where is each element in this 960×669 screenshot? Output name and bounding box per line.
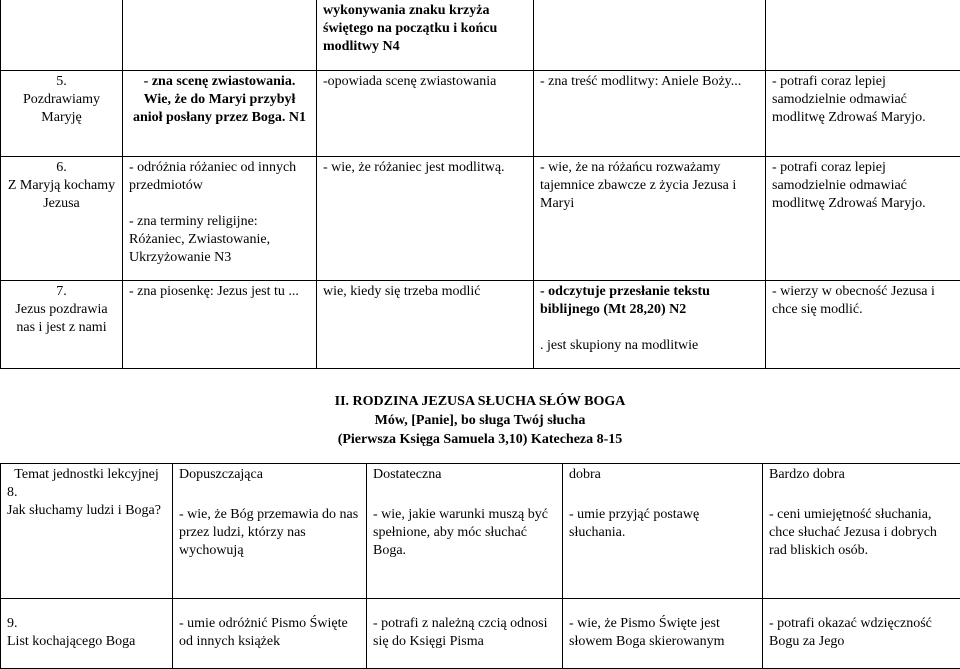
table-cell: - potrafi z należną czcią odnosi się do Księgi Pisma [367, 598, 563, 668]
table-cell: - umie odróżnić Pismo Święte od innych książek [173, 598, 367, 668]
table-cell: - umie przyjąć postawę słuchania. [563, 486, 763, 598]
column-header: Bardzo dobra [763, 464, 960, 487]
table-cell: - zna treść modlitwy: Aniele Boży... [534, 70, 766, 156]
table-cell: wie, kiedy się trzeba modlić [317, 280, 534, 368]
lesson-topic: 5. Pozdrawiamy Maryję [1, 70, 123, 156]
table-cell: - wierzy w obecność Jezusa i chce się modlić. [766, 280, 960, 368]
table-cell: - potrafi okazać wdzięczność Bogu za Jego [763, 598, 960, 668]
section-title: II. RODZINA JEZUSA SŁUCHA SŁÓW BOGA [0, 392, 960, 411]
column-header: Dopuszczająca [173, 464, 367, 487]
lesson-topic: 8. Jak słuchamy ludzi i Boga? [7, 484, 166, 520]
section-subtitle: Mów, [Panie], bo sługa Twój słucha [0, 411, 960, 430]
table-cell: -opowiada scenę zwiastowania [317, 70, 534, 156]
table-cell [317, 0, 534, 70]
table-cell: - wie, jakie warunki muszą być spełnione, aby móc słuchać Boga. [367, 486, 563, 598]
competency-table-2 [0, 463, 960, 669]
table-cell [1, 0, 123, 70]
table-cell: - ceni umiejętność słuchania, chce słuchać Jezusa i dobrych rad bliskich osób. [763, 486, 960, 598]
table-cell: - wie, że na różańcu rozważamy tajemnice zbawcze z życia Jezusa i Maryi [534, 156, 766, 280]
lesson-topic: 7. Jezus pozdrawia nas i jest z nami [1, 280, 123, 368]
cell-text: - zna terminy religijne: Różaniec, Zwiastowanie, Ukrzyżowanie N3 [129, 214, 270, 265]
table-cell [1, 464, 173, 599]
lesson-topic: 9. List kochającego Boga [1, 598, 173, 668]
table-cell: - potrafi coraz lepiej samodzielnie odmawiać modlitwę Zdrowaś Maryjo. [766, 70, 960, 156]
section-reference: (Pierwsza Księga Samuela 3,10) Katecheza 8-15 [0, 430, 960, 449]
table-header-row [1, 464, 960, 487]
table-cell: - wie, że Bóg przemawia do nas przez ludzi, którzy nas wychowują [173, 486, 367, 598]
table-row [1, 598, 960, 668]
cell-text: - odróżnia różaniec od innych przedmiotów [129, 160, 296, 193]
table-cell: - zna piosenkę: Jezus jest tu ... [123, 280, 317, 368]
table-cell [766, 0, 960, 70]
table-cell [534, 0, 766, 70]
table-row [1, 70, 960, 156]
lesson-topic: 6. Z Maryją kochamy Jezusa [1, 156, 123, 280]
table-cell: - wie, że różaniec jest modlitwą. [317, 156, 534, 280]
table-row [1, 0, 960, 70]
column-header-topic: Temat jednostki lekcyjnej [7, 466, 166, 484]
table-cell [534, 280, 766, 368]
table-cell [123, 0, 317, 70]
column-header: Dostateczna [367, 464, 563, 487]
column-header: dobra [563, 464, 763, 487]
section-heading [0, 392, 960, 449]
table-row [1, 280, 960, 368]
cell-text: - odczytuje przesłanie tekstu biblijnego (Mt 28,20) N2 [540, 284, 710, 317]
table-cell [123, 156, 317, 280]
cell-text: wykonywania znaku krzyża świętego na początku i końcu modlitwy N4 [323, 3, 497, 54]
table-cell: - zna scenę zwiastowania. Wie, że do Maryi przybył anioł posłany przez Boga. N1 [123, 70, 317, 156]
table-cell: - wie, że Pismo Święte jest słowem Boga skierowanym [563, 598, 763, 668]
cell-text: . jest skupiony na modlitwie [540, 338, 698, 353]
table-cell: - potrafi coraz lepiej samodzielnie odmawiać modlitwę Zdrowaś Maryjo. [766, 156, 960, 280]
table-row [1, 156, 960, 280]
